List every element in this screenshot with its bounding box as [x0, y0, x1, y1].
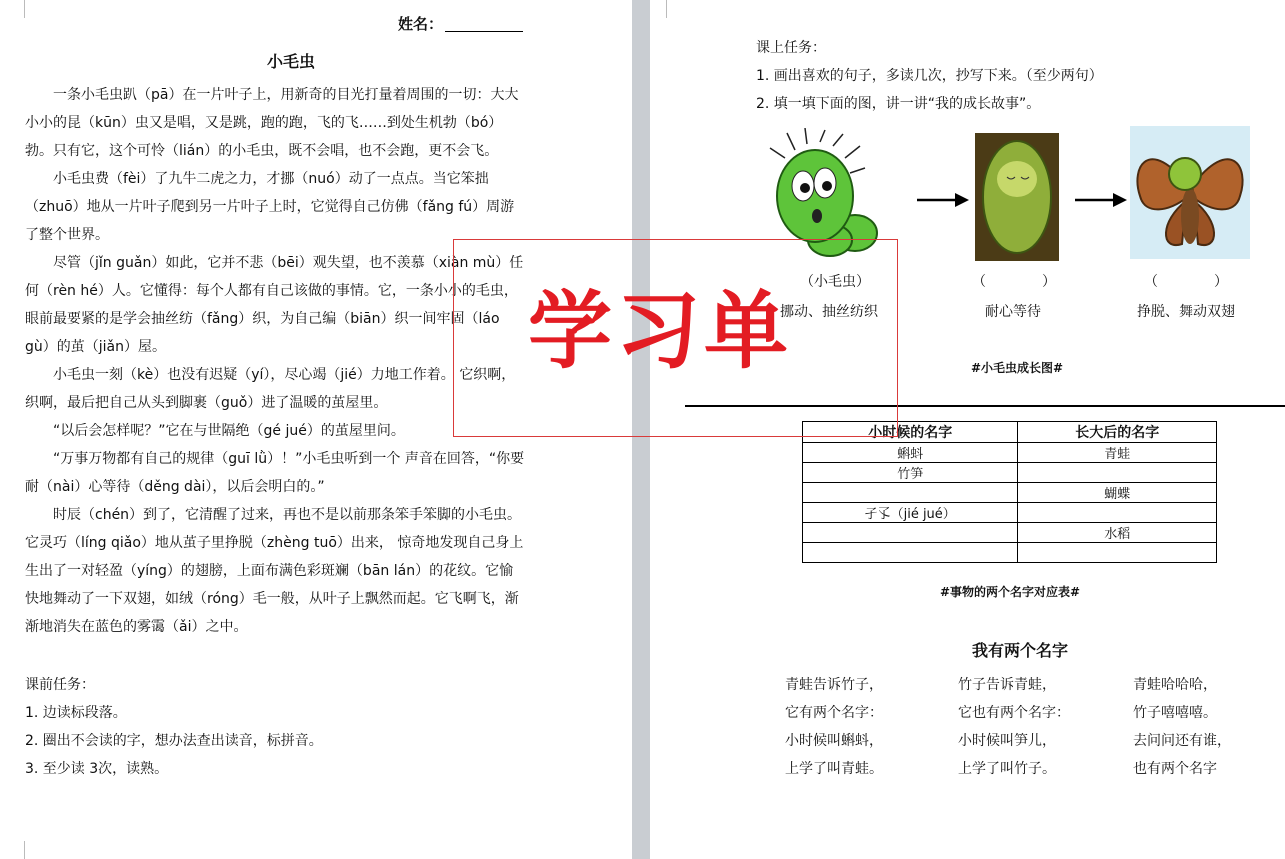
- name-label: 姓名：: [398, 15, 444, 33]
- poem-line: 它也有两个名字：: [958, 705, 1070, 721]
- poem-line: 它有两个名字：: [785, 705, 883, 721]
- arrow-right-icon: [915, 190, 971, 210]
- poem-line: 小时候叫笋儿，: [958, 733, 1056, 749]
- paragraph: “以后会怎样呢？”它在与世隔绝（gé jué）的茧屋里问。: [53, 423, 405, 439]
- crop-mark: [8, 0, 25, 18]
- paragraph: “万事万物都有自己的规律（guī lǜ）！”小毛虫听到一个 声音在回答，“你要耐（nài）心等待（děng dài），以后会明白的。”: [25, 451, 525, 495]
- table-row: [803, 543, 1217, 563]
- table-cell[interactable]: [803, 483, 1018, 503]
- table-cell: 水稻: [1018, 523, 1217, 543]
- table-header: 长大后的名字: [1018, 422, 1217, 443]
- passage-title: 小毛虫: [267, 52, 316, 71]
- stage-caption: 挣脱、舞动双翅: [1137, 304, 1235, 320]
- table-row: [803, 443, 1217, 463]
- name-blank[interactable]: [445, 17, 523, 32]
- poem-line: 竹子告诉青蛙，: [958, 677, 1056, 693]
- passage-body: [25, 81, 525, 641]
- poem-line: 竹子嘻嘻嘻。: [1133, 705, 1217, 721]
- butterfly-image: [1130, 126, 1250, 259]
- arrow-right-icon: [1073, 190, 1129, 210]
- paragraph: 尽管（jǐn guǎn）如此，它并不悲（bēi）观失望，也不羡慕（xiàn mù）任何（rèn hé）人。它懂得：每个人都有自己该做的事情。它，一条小小的毛虫，眼前最要紧的是学会抽丝纺（fǎng）织，为自己编（biān）织一间牢固（láo gù）的茧（jiǎn）屋。: [25, 255, 524, 355]
- poem-title: 我有两个名字: [972, 641, 1069, 660]
- table-row: [803, 503, 1217, 523]
- crop-mark: [650, 0, 667, 18]
- pre-task-item: 2. 圈出不会读的字，想办法查出读音，标拼音。: [25, 733, 323, 749]
- paragraph: 一条小毛虫趴（pā）在一片叶子上，用新奇的目光打量着周围的一切：大大小小的昆（kūn）虫又是唱，又是跳，跑的跑，飞的飞……到处生机勃（bó）勃。只有它，这个可怜（lián）的小毛虫，既不会唱，也不会跑，更不会飞。: [25, 87, 519, 159]
- poem-line: 上学了叫青蛙。: [785, 761, 883, 777]
- table-caption: #事物的两个名字对应表#: [940, 585, 1081, 599]
- stage-label: （小毛虫）: [800, 274, 870, 290]
- poem-line: 去问问还有谁，: [1133, 733, 1231, 749]
- class-task-title: 课上任务：: [756, 40, 826, 56]
- poem-line: 也有两个名字: [1133, 761, 1217, 777]
- stage-caption: 挪动、抽丝纺织: [780, 304, 878, 320]
- pre-task-item: 3. 至少读 3次，读熟。: [25, 761, 169, 777]
- pre-task-title: 课前任务：: [25, 677, 95, 693]
- paragraph: 小毛虫费（fèi）了九牛二虎之力，才挪（nuó）动了一点点。当它笨拙（zhuō）地从一片叶子爬到另一片叶子上时，它觉得自己仿佛（fǎng fú）周游了整个世界。: [25, 171, 515, 243]
- table-cell[interactable]: [1018, 543, 1217, 563]
- stage-label[interactable]: （ ）: [972, 274, 1056, 290]
- table-cell[interactable]: [803, 543, 1018, 563]
- table-row: [803, 463, 1217, 483]
- cocoon-image: [975, 133, 1059, 261]
- figure-caption: #小毛虫成长图#: [971, 361, 1064, 375]
- names-table: [802, 421, 1217, 563]
- poem-line: 小时候叫蝌蚪，: [785, 733, 883, 749]
- pre-task-item: 1. 边读标段落。: [25, 705, 127, 721]
- class-task-item: 2. 填一填下面的图，讲一讲“我的成长故事”。: [756, 96, 1041, 112]
- table-cell: 蝌蚪: [803, 443, 1018, 463]
- poem-line: 青蛙告诉竹子，: [785, 677, 883, 693]
- table-cell[interactable]: [1018, 503, 1217, 523]
- table-row: [803, 523, 1217, 543]
- table-cell[interactable]: [1018, 463, 1217, 483]
- table-cell: 竹笋: [803, 463, 1018, 483]
- crop-mark: [8, 841, 25, 859]
- table-row: [803, 483, 1217, 503]
- table-cell: 青蛙: [1018, 443, 1217, 463]
- paragraph: 小毛虫一刻（kè）也没有迟疑（yí），尽心竭（jié）力地工作着。 它织啊，织啊，最后把自己从头到脚裹（guǒ）进了温暖的茧屋里。: [25, 367, 516, 411]
- name-field: [398, 14, 523, 34]
- poem-line: 青蛙哈哈哈，: [1133, 677, 1217, 693]
- table-cell[interactable]: [803, 523, 1018, 543]
- class-task-item: 1. 画出喜欢的句子，多读几次，抄写下来。（至少两句）: [756, 68, 1103, 84]
- stage-caption: 耐心等待: [985, 304, 1041, 320]
- table-cell: 孑孓（jié jué）: [803, 503, 1018, 523]
- poem-line: 上学了叫竹子。: [958, 761, 1056, 777]
- paragraph: 时辰（chén）到了，它清醒了过来，再也不是以前那条笨手笨脚的小毛虫。它灵巧（líng qiǎo）地从茧子里挣脱（zhèng tuō）出来， 惊奇地发现自己身上生出了一对轻盈（yíng）的翅膀，上面布满色彩斑斓（bān lán）的花纹。它愉快地舞动了一下双翅，如绒（róng）毛一般，从叶子上飘然而起。它飞啊飞，渐渐地消失在蓝色的雾霭（ǎi）之中。: [25, 507, 524, 635]
- table-header: 小时候的名字: [803, 422, 1018, 443]
- table-cell: 蝴蝶: [1018, 483, 1217, 503]
- stage-label[interactable]: （ ）: [1144, 274, 1228, 290]
- stamp-label: 学习单: [528, 282, 793, 380]
